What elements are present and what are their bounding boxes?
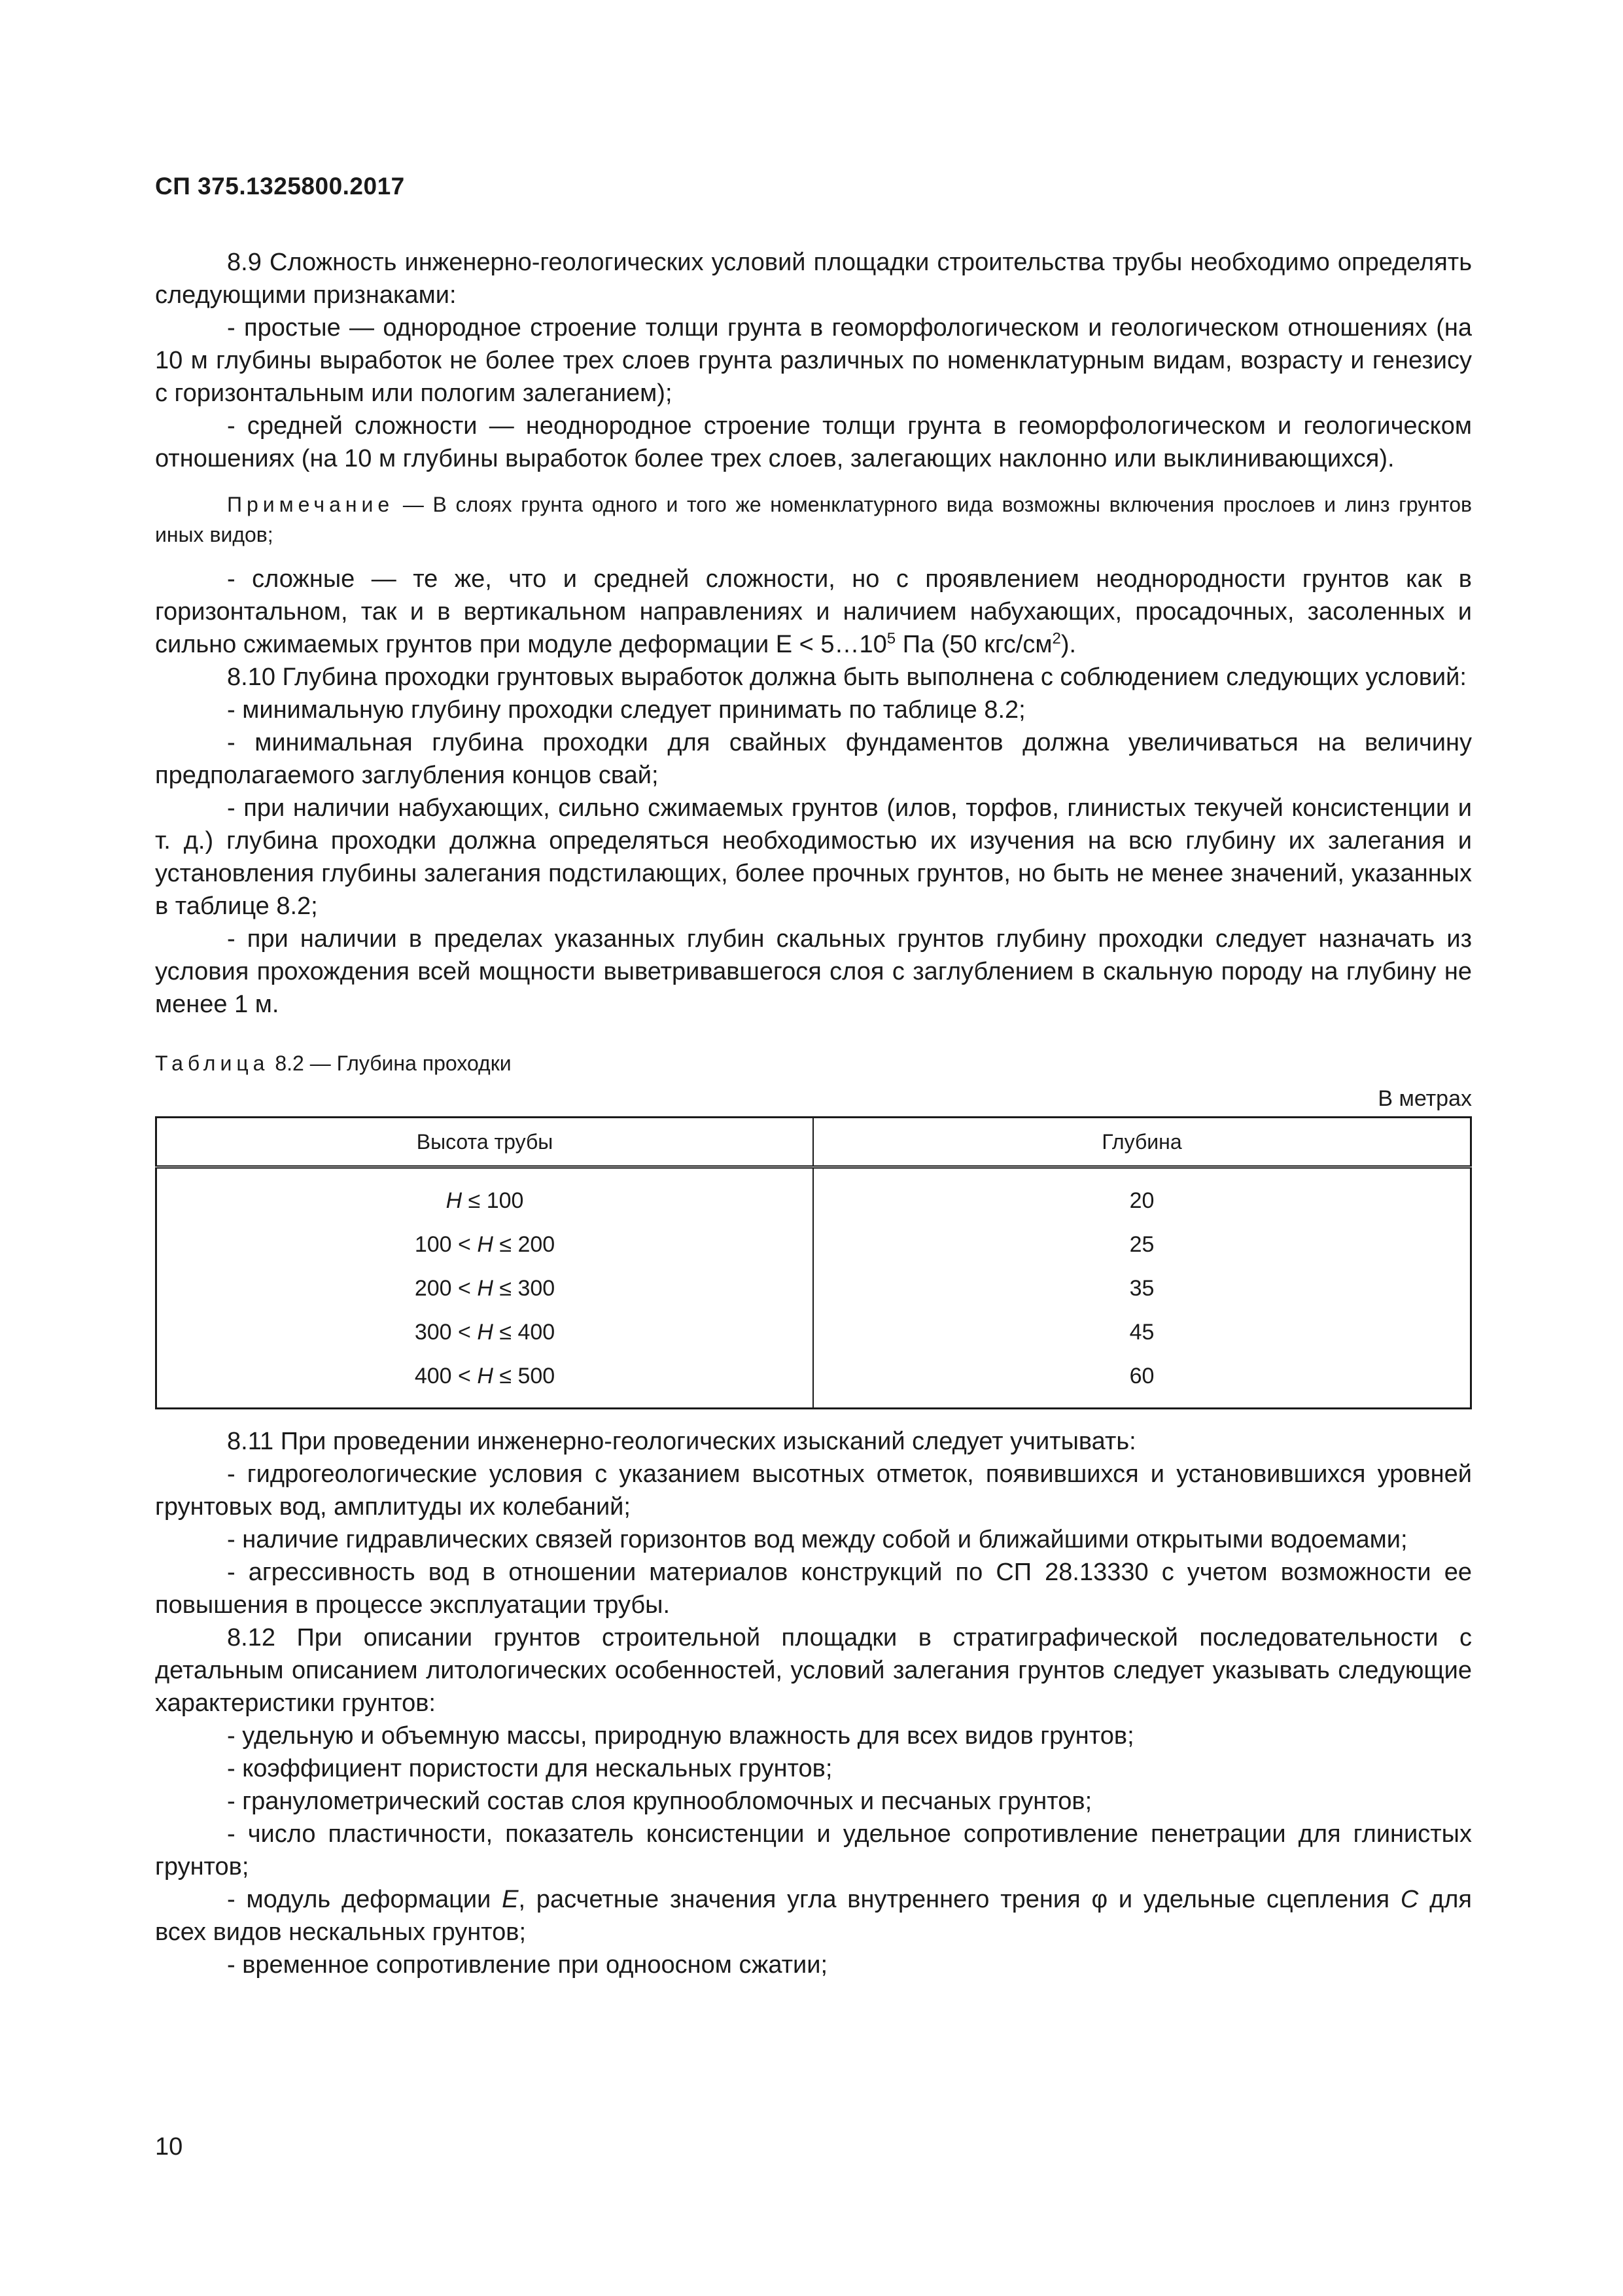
section-8-9-note xyxy=(155,489,1472,550)
complex-text-b: Па (50 кгс/см xyxy=(896,631,1053,658)
modulus-text-c: для всех видов нескальных грунтов; xyxy=(155,1886,1472,1946)
section-8-9-complex xyxy=(155,563,1472,661)
table-cell-height xyxy=(156,1266,814,1310)
var-h: H xyxy=(477,1275,493,1301)
height-max: 200 xyxy=(517,1231,555,1257)
section-8-9-medium: - средней сложности — неоднородное строение толщи грунта в геоморфологическом и геологическом отношениях (на 10 м глубины выработок более трех слоев, залегающих наклонно или выклинивающихся). xyxy=(155,412,1472,472)
table-row xyxy=(156,1354,1471,1409)
table-row xyxy=(156,1266,1471,1310)
table-cell-height xyxy=(156,1167,814,1223)
section-8-12-item: - удельную и объемную массы, природную влажность для всех видов грунтов; xyxy=(227,1722,1134,1750)
modulus-text-a: - модуль деформации xyxy=(227,1886,502,1913)
height-max: 400 xyxy=(517,1319,555,1345)
document-body xyxy=(155,246,1472,1981)
section-8-10-item: - при наличии в пределах указанных глубин скальных грунтов глубину проходки следует назначать из условия прохождения всей мощности выветривавшегося слоя с заглублением в скальную породу на глубину не менее 1 м. xyxy=(155,925,1472,1018)
op-le: ≤ xyxy=(499,1231,512,1257)
modulus-symbol-e: E xyxy=(502,1886,519,1913)
height-max: 300 xyxy=(517,1275,555,1301)
op-lt: < xyxy=(458,1231,471,1257)
table-cell-depth: 35 xyxy=(813,1266,1471,1310)
section-8-12-intro: 8.12 При описании грунтов строительной площадки в стратиграфической последовательности с детальным описанием литологических особенностей, условий залегания грунтов следует указывать следующие характеристики грунтов: xyxy=(155,1624,1472,1717)
note-label: Примечание xyxy=(227,493,394,516)
section-8-10-intro: 8.10 Глубина проходки грунтовых выработок должна быть выполнена с соблюдением следующих условий: xyxy=(227,663,1467,691)
var-h: H xyxy=(477,1319,493,1345)
op-lt: < xyxy=(458,1363,471,1388)
table-row xyxy=(156,1167,1471,1223)
op-le: ≤ xyxy=(499,1319,512,1345)
table-cell-depth: 60 xyxy=(813,1354,1471,1409)
table-column-header: Глубина xyxy=(813,1118,1471,1167)
section-8-9-simple: - простые — однородное строение толщи грунта в геоморфологическом и геологическом отношениях (на 10 м глубины выработок не более трех слоев грунта различных по номенклатурным видам, возрасту и генезису с горизонтальным или пологим залеганием); xyxy=(155,314,1472,407)
section-8-11-intro: 8.11 При проведении инженерно-геологических изысканий следует учитывать: xyxy=(227,1428,1136,1455)
section-8-9-intro: 8.9 Сложность инженерно-геологических условий площадки строительства трубы необходимо определять следующими признаками: xyxy=(155,249,1472,309)
complex-text-a: - сложные — те же, что и средней сложности, но с проявлением неоднородности грунтов как в горизонтальном, так и в вертикальном направлениях и наличием набухающих, просадочных, засоленных и сильно сжимаемых грунтов при модуле деформации Е < 5…10 xyxy=(155,565,1472,658)
complex-text-c: ). xyxy=(1060,631,1077,658)
table-cell-height xyxy=(156,1222,814,1266)
section-8-12-item: - гранулометрический состав слоя крупнообломочных и песчаных грунтов; xyxy=(227,1788,1092,1815)
height-max: 100 xyxy=(486,1188,524,1213)
section-8-10-item: - минимальную глубину проходки следует принимать по таблице 8.2; xyxy=(227,696,1026,724)
section-8-11-item: - агрессивность вод в отношении материалов конструкций по СП 28.13330 с учетом возможности ее повышения в процессе эксплуатации трубы. xyxy=(155,1559,1472,1619)
table-caption-label: Таблица xyxy=(155,1051,270,1075)
section-8-10-item: - минимальная глубина проходки для свайных фундаментов должна увеличиваться на величину предполагаемого заглубления концов свай; xyxy=(155,729,1472,789)
height-min: 200 xyxy=(414,1275,452,1301)
table-header-row xyxy=(156,1118,1471,1167)
section-8-12-item: - число пластичности, показатель консистенции и удельное сопротивление пенетрации для глинистых грунтов; xyxy=(155,1820,1472,1881)
height-min: 100 xyxy=(414,1231,452,1257)
var-h: H xyxy=(477,1363,493,1388)
height-min: 300 xyxy=(414,1319,452,1345)
table-cell-height xyxy=(156,1354,814,1409)
note-text: — В слоях грунта одного и того же номенклатурного вида возможны включения прослоев и линз грунтов иных видов; xyxy=(155,493,1472,546)
var-h: H xyxy=(445,1188,462,1213)
table-cell-depth: 45 xyxy=(813,1310,1471,1354)
complex-sup-square: 2 xyxy=(1052,629,1061,648)
height-max: 500 xyxy=(517,1363,555,1388)
table-caption xyxy=(155,1048,1472,1078)
depth-table xyxy=(155,1116,1472,1409)
table-row xyxy=(156,1222,1471,1266)
height-min: 400 xyxy=(414,1363,452,1388)
op-le: ≤ xyxy=(499,1275,512,1301)
modulus-text-b: , расчетные значения угла внутреннего трения φ и удельные сцепления xyxy=(518,1886,1401,1913)
section-8-11-item: - гидрогеологические условия с указанием высотных отметок, появившихся и установившихся уровней грунтовых вод, амплитуды их колебаний; xyxy=(155,1460,1472,1521)
section-8-12-modulus xyxy=(155,1883,1472,1949)
op-le: ≤ xyxy=(468,1188,481,1213)
section-8-12-item: - коэффициент пористости для нескальных грунтов; xyxy=(227,1755,833,1782)
table-unit: В метрах xyxy=(1378,1086,1472,1111)
var-h: H xyxy=(477,1231,493,1257)
complex-sup-exponent: 5 xyxy=(886,629,896,648)
table-cell-depth: 25 xyxy=(813,1222,1471,1266)
op-le: ≤ xyxy=(499,1363,512,1388)
document-header: СП 375.1325800.2017 xyxy=(155,173,405,200)
op-lt: < xyxy=(458,1275,471,1301)
section-8-10-item: - при наличии набухающих, сильно сжимаемых грунтов (илов, торфов, глинистых текучей консистенции и т. д.) глубина проходки должна определяться необходимостью их изучения на всю глубину их залегания и установления глубины залегания подстилающих, более прочных грунтов, но быть не менее значений, указанных в таблице 8.2; xyxy=(155,794,1472,920)
table-row xyxy=(156,1310,1471,1354)
page-number: 10 xyxy=(155,2133,183,2161)
section-8-12-item: - временное сопротивление при одноосном сжатии; xyxy=(227,1951,828,1979)
table-cell-depth: 20 xyxy=(813,1167,1471,1223)
table-cell-height xyxy=(156,1310,814,1354)
table-column-header: Высота трубы xyxy=(156,1118,814,1167)
table-caption-text: 8.2 — Глубина проходки xyxy=(275,1051,512,1075)
section-8-11-item: - наличие гидравлических связей горизонтов вод между собой и ближайшими открытыми водоемами; xyxy=(227,1526,1408,1553)
modulus-symbol-c: C xyxy=(1400,1886,1419,1913)
op-lt: < xyxy=(458,1319,471,1345)
